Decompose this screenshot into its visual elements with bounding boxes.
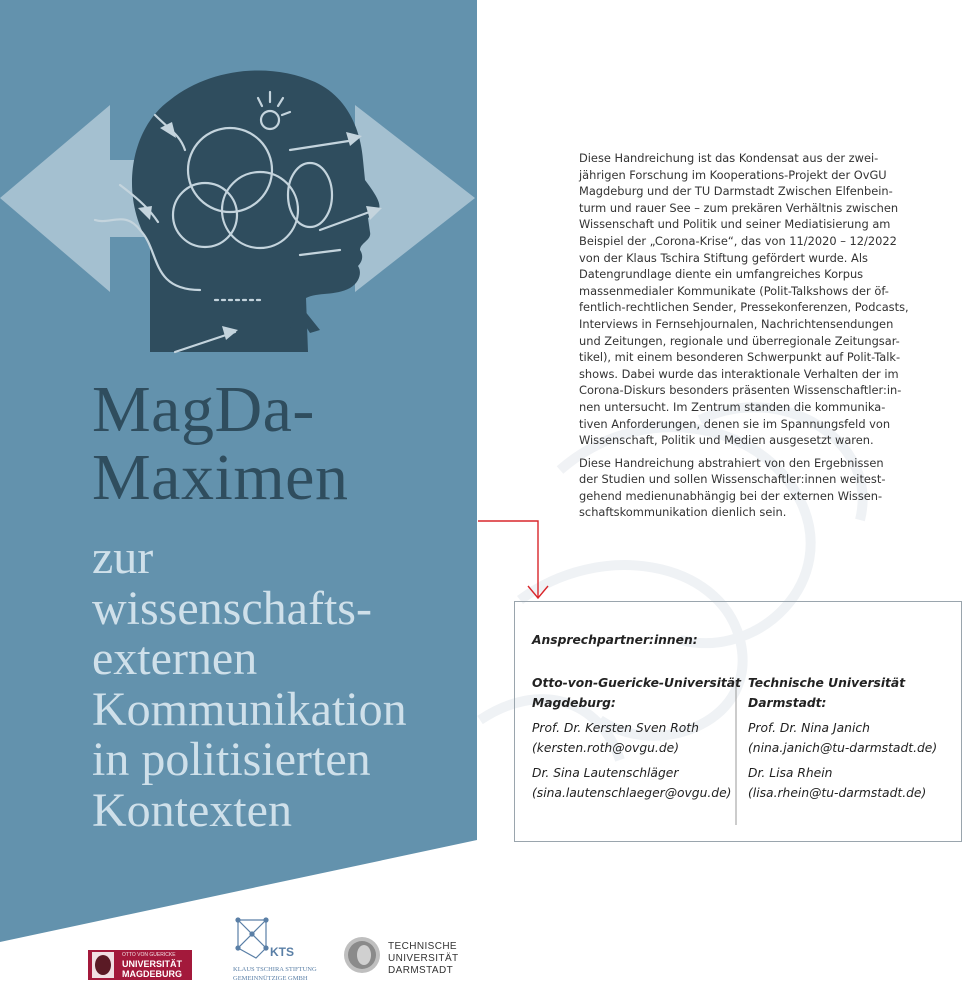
text-line: Beispiel der „Corona-Krise“, das von 11/2020 – 12/2022	[579, 233, 897, 248]
ovgu-logo-top-label: OTTO VON GUERICKE	[122, 952, 176, 958]
title-line-2: Maximen	[92, 441, 349, 514]
text-line: Corona-Diskurs besonders präsenten Wissenschaftler:in-	[579, 383, 902, 398]
contact-email[interactable]: (kersten.roth@ovgu.de)	[532, 741, 680, 755]
tud-logo-line-1: TECHNISCHE	[388, 941, 458, 952]
subtitle-line: externen	[92, 632, 258, 685]
text-line: turm und rauer See – zum prekären Verhältnis zwischen	[579, 200, 899, 215]
intro-text	[579, 150, 947, 527]
connector-arrow-icon	[478, 521, 548, 598]
kts-logo-abbr: KTS	[270, 945, 294, 959]
kts-logo-line-1: KLAUS TSCHIRA STIFTUNG	[233, 966, 317, 973]
text-line: tikel), mit einem besonderen Schwerpunkt auf Polit-Talk-	[579, 350, 901, 365]
text-line: Interviews in Fernsehjournalen, Nachrichtensendungen	[579, 316, 894, 331]
text-line: tiven Anforderungen, denen sie im Spannungsfeld von	[579, 416, 891, 431]
contact-email[interactable]: (lisa.rhein@tu-darmstadt.de)	[748, 786, 927, 800]
tud-seal-icon	[344, 937, 380, 973]
text-line: Magdeburg und der TU Darmstadt Zwischen Elfenbein-	[579, 184, 893, 199]
contact-box	[514, 601, 962, 842]
subtitle	[92, 533, 407, 836]
ovgu-institution-line-2: Magdeburg:	[532, 696, 616, 710]
subtitle-line: wissenschafts-	[92, 581, 372, 635]
intro-paragraph-1	[579, 150, 947, 449]
subtitle-line: zur	[92, 531, 154, 584]
contact-name: Prof. Dr. Kersten Sven Roth	[532, 721, 699, 735]
text-line: Diese Handreichung ist das Kondensat aus der zwei-	[579, 151, 879, 165]
text-line: der Studien und sollen Wissenschaftler:innen weitest-	[579, 472, 886, 487]
text-line: von der Klaus Tschira Stiftung gefördert wurde. Als	[579, 250, 868, 265]
tud-logo-line-3: DARMSTADT	[388, 965, 454, 976]
ovgu-institution-line-1: Otto-von-Guericke-Universität	[532, 676, 741, 690]
subtitle-line: Kontexten	[92, 783, 292, 837]
subtitle-line: Kommunikation	[92, 682, 407, 736]
contact-email[interactable]: (sina.lautenschlaeger@ovgu.de)	[532, 786, 732, 800]
intro-paragraph-2	[579, 455, 947, 521]
text-line: jährigen Forschung im Kooperations-Projekt der OvGU	[579, 167, 887, 182]
tud-institution-line-1: Technische Universität	[748, 676, 906, 690]
text-line: massenmedialer Kommunikate (Polit-Talkshows der öf-	[579, 283, 889, 298]
tud-institution-line-2: Darmstadt:	[748, 696, 827, 710]
text-line: nen untersucht. Im Zentrum standen die kommunika-	[579, 399, 886, 414]
subtitle-line: in politisierten	[92, 733, 371, 786]
kts-logo-icon	[236, 918, 268, 958]
text-line: Datengrundlage diente ein umfangreiches Korpus	[579, 267, 864, 282]
text-line: Wissenschaft und Politik und seiner Mediatisierung am	[579, 217, 891, 232]
tud-logo-line-2: UNIVERSITÄT	[388, 953, 459, 964]
text-line: Wissenschaft, Politik und Medien ausgesetzt waren.	[579, 433, 874, 448]
text-line: shows. Dabei wurde das interaktionale Verhalten der im	[579, 366, 899, 381]
contact-name: Prof. Dr. Nina Janich	[748, 721, 870, 735]
title-line-1: MagDa-	[92, 373, 315, 446]
contact-heading: Ansprechpartner:innen:	[532, 633, 698, 647]
text-line: und Zeitungen, regionale und überregionale Zeitungsar-	[579, 333, 900, 348]
kts-logo-line-2: GEMEINNÜTZIGE GMBH	[233, 975, 308, 982]
contact-name: Dr. Sina Lautenschläger	[532, 766, 679, 780]
text-line: Diese Handreichung abstrahiert von den Ergebnissen	[579, 455, 884, 470]
text-line: schaftskommunikation dienlich sein.	[579, 505, 787, 520]
text-line: gehend medienunabhängig bei der externen Wissen-	[579, 488, 883, 503]
ovgu-logo-line-2: MAGDEBURG	[122, 969, 182, 979]
contact-name: Dr. Lisa Rhein	[748, 766, 833, 780]
ovgu-logo-line-1: UNIVERSITÄT	[122, 959, 183, 969]
contact-email[interactable]: (nina.janich@tu-darmstadt.de)	[748, 741, 938, 755]
text-line: fentlich-rechtlichen Sender, Pressekonferenzen, Podcasts,	[579, 300, 909, 315]
